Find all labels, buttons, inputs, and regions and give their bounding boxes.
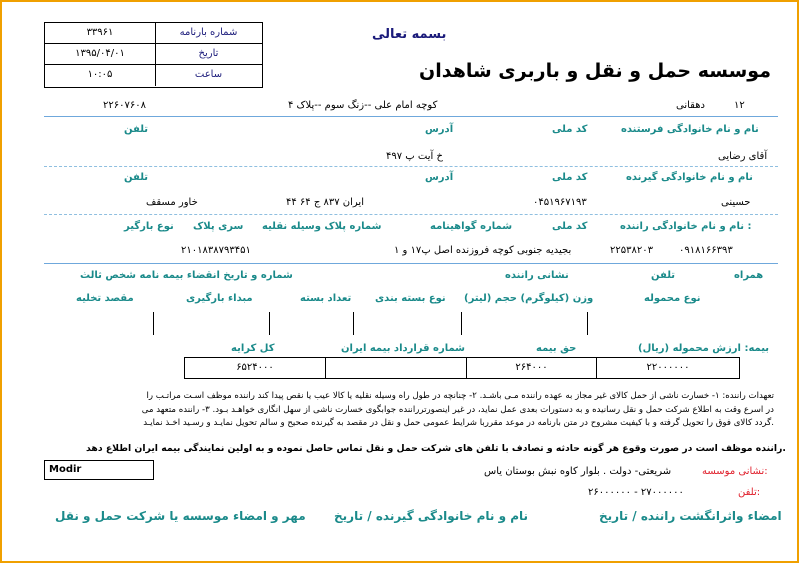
date-value: ۱۳۹۵/۰۴/۰۱ xyxy=(45,44,156,64)
terms-line-1: تعهدات راننده: ۱- خسارت ناشی از حمل کالای غیر مجاز به عهده راننده مـی باشـد. ۲- چنانچه در طول راه وسیله نقلیه یا کالا عیب یا نقص پیدا کند راننده موظف اسـت مراتـب را xyxy=(146,391,774,401)
total-fare-label: کل کرایه xyxy=(231,343,275,354)
time-value: ۱۰:۰۵ xyxy=(45,65,156,86)
time-label: ساعت xyxy=(194,69,223,80)
premium-value: ۲۶۴۰۰۰ xyxy=(467,357,597,379)
receiver-national-id: ۰۴۵۱۹۶۷۱۹۳ xyxy=(533,197,587,208)
origin-label: مبداء بارگیری xyxy=(186,293,253,304)
receiver-name: حسینی xyxy=(721,197,751,208)
office-phones: ۲۶۰۰۰۰۰۰ - ۲۷۰۰۰۰۰۰ xyxy=(588,487,684,498)
companion-label: همراه xyxy=(734,270,764,281)
companion-phone-label: تلفن xyxy=(651,270,676,281)
driver-certificate: بجیدیه جنوبی کوچه فروزنده اصل پ۱۷ و ۱ xyxy=(394,245,572,256)
receiver-phone: خاور مسقف xyxy=(146,197,198,208)
package-count-label: تعداد بسته xyxy=(300,293,352,304)
packing-label: نوع بسته بندی xyxy=(375,293,446,304)
goods-type-label: نوع محموله xyxy=(644,293,701,304)
terms-line-3: گردد کالای فوق را تحویل گرفته و با کیفیت مشروح در متن بارنامه در موعد مقرربا شرایط عمومی حمل و نقل در مقصد به گیرنده صحیح و سالم تحویل نمایـد و رسـید اخـذ نمایـد. xyxy=(143,418,774,428)
sender-phone-label: تلفن xyxy=(124,124,149,135)
goods-value-label: بیمه: ارزش محموله (ریال) xyxy=(638,343,770,354)
receiver-national-id-label: کد ملی xyxy=(552,172,588,183)
sender-name-label: نام و نام خانوادگی فرستنده xyxy=(621,124,759,135)
receiver-name-label: نام و نام خانوادگی گیرنده xyxy=(626,172,753,183)
cargo-type-label: نوع بارگیر xyxy=(124,221,174,232)
driver-national-id: ۲۲۵۳۸۲۰۳ xyxy=(610,245,653,256)
destination-cell[interactable] xyxy=(44,312,154,335)
receiver-signature-label: نام و نام خانوادگی گیرنده / تاریخ xyxy=(334,509,529,523)
info-right-number: ۱۲ xyxy=(734,100,745,111)
accident-notice: راننده موظف است در صورت وقوع هر گونه حادثه و تصادف با تلفن های شرکت حمل و نقل تماس حاصل نموده و به اولین نمایندگی بیمه ایران اطلاع دهد. xyxy=(86,443,786,454)
package-count-cell[interactable] xyxy=(270,312,354,335)
divider xyxy=(44,116,778,117)
bill-info-table xyxy=(44,22,263,88)
sender-name: آقای رضایی xyxy=(718,151,768,162)
premium-label: حق بیمه xyxy=(536,343,577,354)
insurance-contract-label: شماره قرارداد بیمه ایران xyxy=(341,343,466,354)
office-phone-label: تلفن: xyxy=(738,487,761,498)
driver-phone: ۰۹۱۸۱۶۶۳۹۳ xyxy=(679,245,733,256)
divider xyxy=(44,166,778,167)
receiver-phone-label: تلفن xyxy=(124,172,149,183)
origin-cell[interactable] xyxy=(154,312,270,335)
basmala: بسمه تعالی xyxy=(372,27,447,42)
terms-text xyxy=(46,390,774,431)
plate-series-label: سری پلاک xyxy=(193,221,244,232)
weight-cell[interactable] xyxy=(462,312,588,335)
insurance-contract-value[interactable] xyxy=(326,357,467,379)
destination-label: مقصد تخلیه xyxy=(76,293,134,304)
divider xyxy=(44,263,778,264)
user-box: Modir xyxy=(44,460,154,480)
sender-national-id-label: کد ملی xyxy=(552,124,588,135)
driver-certificate-label: شماره گواهینامه xyxy=(430,221,513,232)
date-label: تاریخ xyxy=(198,48,219,59)
info-left-number: ۲۲۶۰۷۶۰۸ xyxy=(103,100,146,111)
time-row xyxy=(45,65,262,86)
office-address-label: نشانی موسسه: xyxy=(702,466,768,477)
office-address: شریعتی- دولت . بلوار کاوه نبش بوستان یاس xyxy=(484,466,672,477)
driver-national-id-label: کد ملی xyxy=(552,221,588,232)
total-fare-value: ۶۵۲۴۰۰۰ xyxy=(184,357,326,379)
info-right-label: دهقانی xyxy=(676,100,705,111)
insurance-policy-label: شماره و تاریخ انقضاء بیمه نامه شخص ثالث xyxy=(80,270,293,281)
driver-signature-label: امضاء واثرانگشت راننده / تاریخ xyxy=(599,509,782,523)
sender-address: خ آیت پ ۴۹۷ xyxy=(386,151,443,162)
bill-number-label: شماره بارنامه xyxy=(179,27,238,38)
goods-type-cell[interactable] xyxy=(588,312,778,335)
receiver-address: ۴۴ ایران ۸۳۷ ج ۶۴ xyxy=(286,197,364,208)
driver-address-label: نشانی راننده xyxy=(505,270,569,281)
weight-label: وزن (کیلوگرم) حجم (لیتر) xyxy=(464,293,594,304)
packing-cell[interactable] xyxy=(354,312,462,335)
goods-value: ۲۲۰۰۰۰۰۰ xyxy=(597,357,740,379)
plate-label: شماره پلاک وسیله نقلیه xyxy=(262,221,382,232)
date-row xyxy=(45,44,262,65)
bill-number-value: ۳۳۹۶۱ xyxy=(45,23,156,43)
info-address: کوچه امام علی --زنگ سوم --پلاک ۴ xyxy=(288,100,438,111)
bill-number-row xyxy=(45,23,262,44)
driver-name-label: نام و نام خانوادگی راننده : xyxy=(620,221,752,232)
company-title: موسسه حمل و نقل و باربری شاهدان xyxy=(419,60,771,82)
sender-address-label: آدرس xyxy=(425,124,454,135)
company-signature-label: مهر و امضاء موسسه یا شرکت حمل و نقل xyxy=(55,509,306,523)
divider xyxy=(44,214,778,215)
receiver-address-label: آدرس xyxy=(425,172,454,183)
plate-value: ۲۱۰۱۸۳۸۷۹۳۴۵۱ xyxy=(181,245,251,256)
terms-line-2: در اسرع وقت به اطلاع شرکت حمل و نقل رسانیده و به دستورات بعدی عمل نماید، در غیر اینصورترراننده جوابگوی خسارت ناشی از سهل انگاری خواهـد بـود. ۳- راننده متعهد می xyxy=(141,404,774,415)
